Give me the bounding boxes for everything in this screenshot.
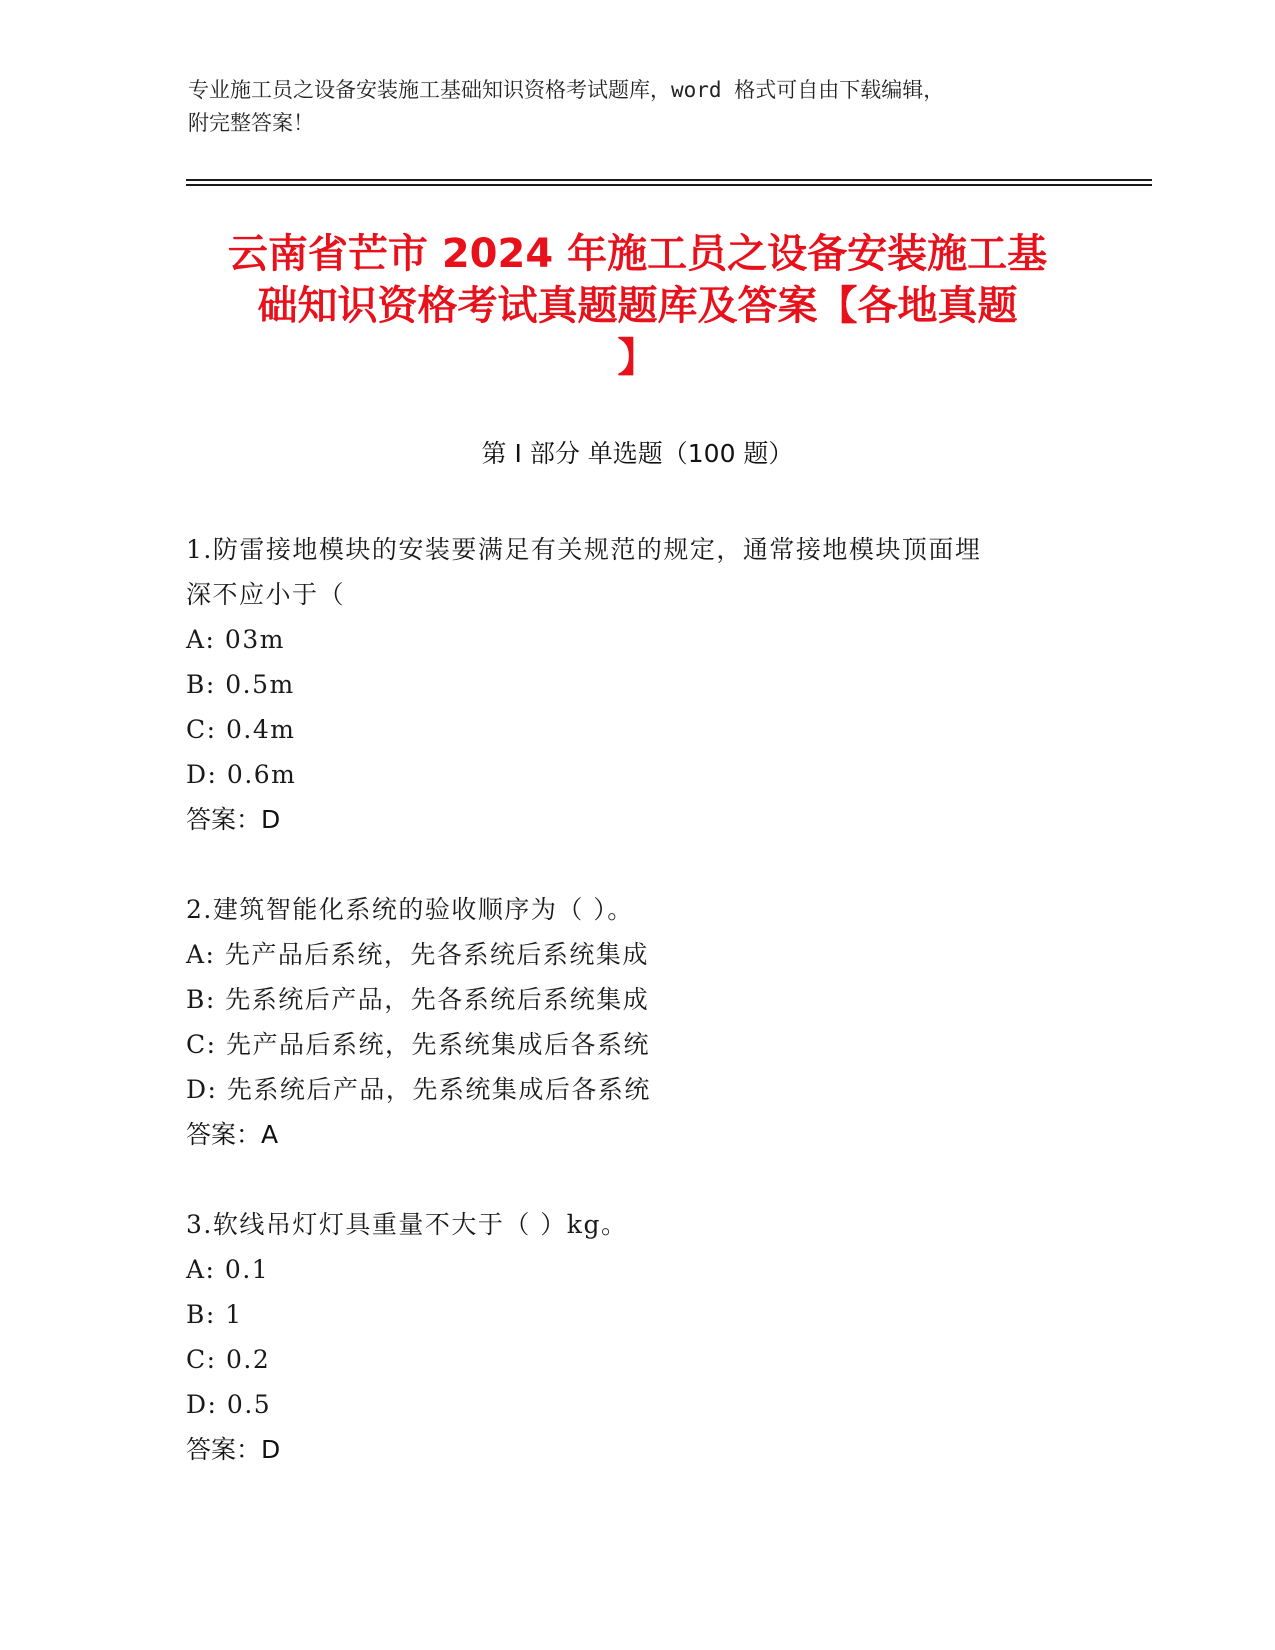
header-note [188, 74, 1068, 140]
option-a: A: 0.1 [186, 1255, 270, 1284]
answer: 答案：D [186, 805, 281, 834]
question-stem: 2.建筑智能化系统的验收顺序为（ ）。 [186, 895, 634, 924]
option-b: B: 先系统后产品，先各系统后系统集成 [186, 985, 650, 1014]
option-b: B: 1 [186, 1300, 243, 1329]
option-b: B: 0.5m [186, 670, 295, 699]
document-title [160, 228, 1115, 384]
option-c: C: 0.4m [186, 715, 296, 744]
section-heading: 第 I 部分 单选题（100 题） [481, 439, 794, 468]
question-stem: 深不应小于（ [186, 580, 346, 609]
question-list [186, 527, 1086, 1517]
header-note-line: 附完整答案！ [188, 111, 314, 135]
answer: 答案：D [186, 1435, 281, 1464]
option-d: D: 0.5 [186, 1390, 272, 1419]
option-a: A: 03m [186, 625, 285, 654]
title-line: 云南省芒市 2024 年施工员之设备安装施工基 [227, 231, 1048, 277]
option-c: C: 先产品后系统，先系统集成后各系统 [186, 1030, 650, 1059]
header-note-line: 专业施工员之设备安装施工基础知识资格考试题库，word 格式可自由下载编辑， [188, 78, 945, 102]
option-c: C: 0.2 [186, 1345, 271, 1374]
question-2 [186, 887, 1086, 1157]
question-3 [186, 1202, 1086, 1472]
title-line: 础知识资格考试真题题库及答案【各地真题 [257, 283, 1018, 329]
header-divider-top [186, 179, 1152, 181]
option-a: A: 先产品后系统，先各系统后系统集成 [186, 940, 649, 969]
question-stem: 3.软线吊灯灯具重量不大于（ ）kg。 [186, 1210, 628, 1239]
answer: 答案：A [186, 1120, 279, 1149]
question-stem: 1.防雷接地模块的安装要满足有关规范的规定，通常接地模块顶面埋 [186, 535, 982, 564]
header-divider-bottom [186, 184, 1152, 186]
title-line: 】 [617, 335, 658, 381]
question-1 [186, 527, 1086, 842]
option-d: D: 0.6m [186, 760, 297, 789]
option-d: D: 先系统后产品，先系统集成后各系统 [186, 1075, 651, 1104]
